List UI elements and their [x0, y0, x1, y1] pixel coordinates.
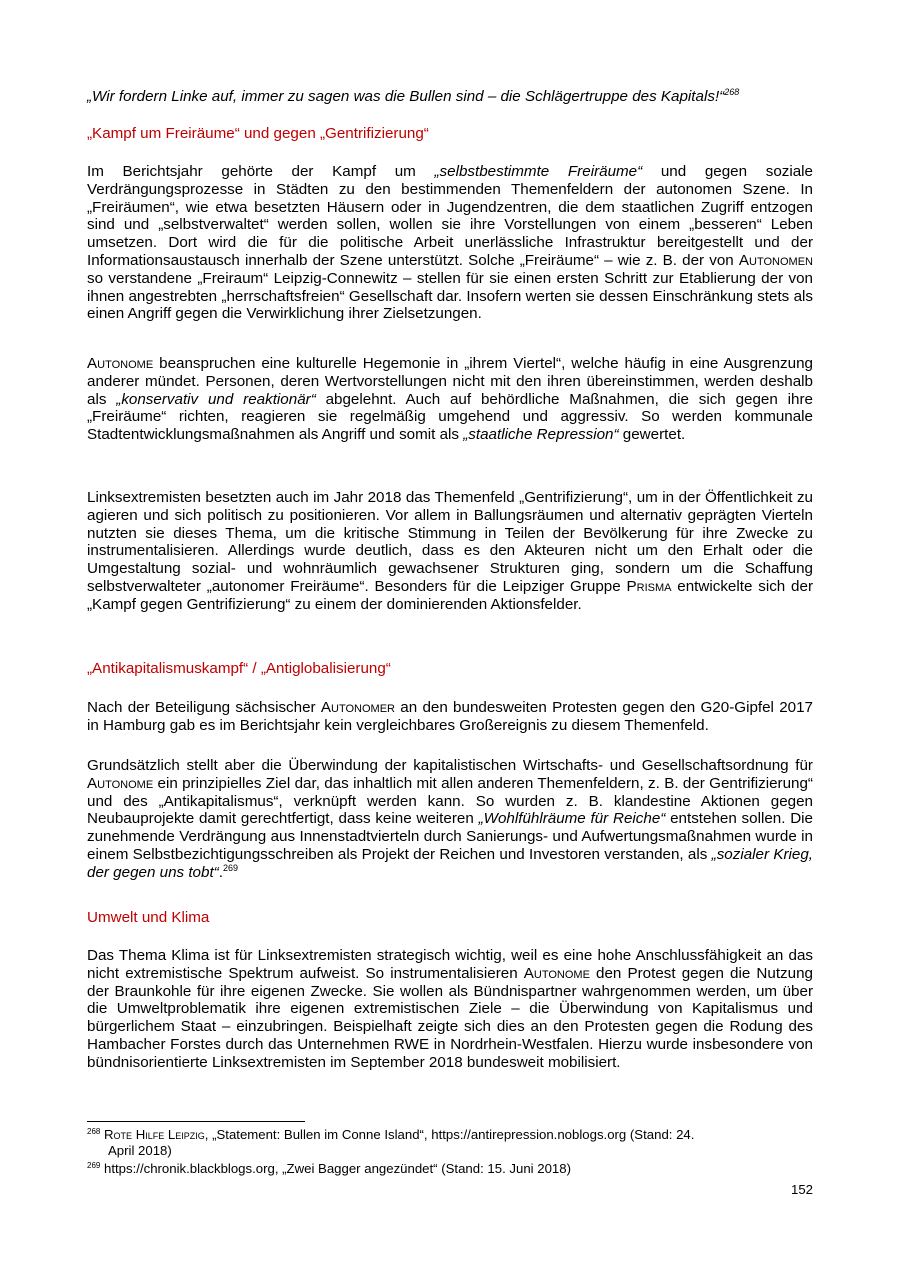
- footnote-divider: [87, 1121, 305, 1122]
- paragraph-freiraeume-1: Im Berichtsjahr gehörte der Kampf um „selbstbestimmte Freiräume“ und gegen soziale Verdrängungsprozesse in Städten zu den bestimmenden Themenfeldern der autonomen Szene. In „Freiräumen“, wie etwa besetzten Häusern oder in Jugendzentren, die dem staatlichen Zugriff entzogen sind und „selbstverwaltet“ werden sollen, wollen sie ihre Vorstellungen von einem „besseren“ Leben umsetzen. Dort wird die für die politische Arbeit unerlässliche Infrastruktur bereitgestellt und der Informationsaustausch innerhalb der Szene unterstützt. Solche „Freiräume“ – wie z. B. der von Autonomen so verstandene „Freiraum“ Leipzig-Connewitz – stellen für sie einen ersten Schritt zur Etablierung der von ihnen angestrebten „herrschaftsfreien“ Gesellschaft dar. Insofern werten sie dessen Einschränkung stets als einen Angriff gegen die Verwirklichung ihrer Zielsetzungen.: [87, 163, 813, 323]
- footnote-268: $^{268}$ Rote Hilfe Leipzig, „Statement: Bullen im Conne Island“, https://antirepression.noblogs.org (Stand: 24. April 2018): [87, 1127, 695, 1158]
- section-heading-freiraeume: „Kampf um Freiräume“ und gegen „Gentrifizierung“: [87, 125, 429, 142]
- footnote-ref-268[interactable]: 268: [724, 87, 740, 97]
- section-heading-umwelt: Umwelt und Klima: [87, 909, 210, 926]
- paragraph-freiraeume-2: Autonome beanspruchen eine kulturelle Hegemonie in „ihrem Viertel“, welche häufig in eine Ausgrenzung anderer mündet. Personen, deren Wertvorstellungen nicht mit den ihren übereinstimmen, werden deshalb als „konservativ und reaktionär“ abgelehnt. Auch auf behördliche Maßnahmen, die sich gegen ihre „Freiräume“ richten, reagieren sie regelmäßig umgehend und aggressiv. So werden kommunale Stadtentwicklungsmaßnahmen als Angriff und somit als „staatliche Repression“ gewertet.: [87, 355, 813, 444]
- section-heading-antikapitalismus: „Antikapitalismuskampf“ / „Antiglobalisierung“: [87, 660, 391, 677]
- footnote-ref-269[interactable]: 269: [222, 862, 238, 873]
- paragraph-gentrifizierung: Linksextremisten besetzten auch im Jahr 2018 das Themenfeld „Gentrifizierung“, um in der Öffentlichkeit zu agieren und sich politisch zu positionieren. Vor allem in Ballungsräumen und alternativ geprägten Vierteln nutzten sie dieses Thema, um die kritische Stimmung in Teilen der Bevölkerung für ihre Zwecke zu instrumentalisieren. Allerdings wurde deutlich, dass es den Akteuren nicht um den Erhalt oder die Umgestaltung sozial- und wohnräumlich gewachsener Strukturen ging, sondern um die Schaffung selbstverwalteter „autonomer Freiräume“. Besonders für die Leipziger Gruppe Prisma entwickelte sich der „Kampf gegen Gentrifizierung“ zu einem der dominierenden Aktionsfelder.: [87, 489, 813, 613]
- paragraph-umwelt: Das Thema Klima ist für Linksextremisten strategisch wichtig, weil es eine hohe Anschlussfähigkeit an das nicht extremistische Spektrum aufweist. So instrumentalisieren Autonome den Protest gegen die Nutzung der Braunkohle für ihre eigenen Zwecke. Sie wollen als Bündnispartner wahrgenommen werden, um über die Umweltproblematik ihre eigenen extremistischen Ziele – die Überwindung von Kapitalismus und bürgerlichem Staat – einzubringen. Beispielhaft zeigte sich dies an den Protesten gegen die Rodung des Hambacher Forstes durch das Unternehmen RWE in Nordrhein-Westfalen. Hierzu wurde insbesondere von bündnisorientierte Linksextremisten im September 2018 bundesweit mobilisiert.: [87, 947, 813, 1071]
- paragraph-antikapitalismus-1: Nach der Beteiligung sächsischer Autonomer an den bundesweiten Protesten gegen den G20-Gipfel 2017 in Hamburg gab es im Berichtsjahr kein vergleichbares Großereignis zu diesem Themenfeld.: [87, 699, 813, 734]
- page-number: 152: [790, 1182, 813, 1197]
- opening-quote: „Wir fordern Linke auf, immer zu sagen was die Bullen sind – die Schlägertruppe des Kapitals!“$^{268}$: [87, 87, 740, 105]
- paragraph-antikapitalismus-2: Grundsätzlich stellt aber die Überwindung der kapitalistischen Wirtschafts- und Gesellschaftsordnung für Autonome ein prinzipielles Ziel dar, das inhaltlich mit allen anderen Themenfeldern, z. B. der Gentrifizierung“ und des „Antikapitalismus“, verknüpft werden kann. So wurden z. B. klandestine Aktionen gegen Neubauprojekte damit gerechtfertigt, dass keine weiteren „Wohlfühlräume für Reiche“ entstehen sollen. Die zunehmende Verdrängung aus Innenstadtvierteln durch Sanierungs- und Aufwertungsmaßnahmen wurde in einem Selbstbezichtigungsschreiben als Projekt der Reichen und Investoren verstanden, als „sozialer Krieg, der gegen uns tobt“.$^{269}$: [87, 757, 813, 881]
- footnote-269: $^{269}$ https://chronik.blackblogs.org, „Zwei Bagger angezündet“ (Stand: 15. Juni 2018): [87, 1161, 571, 1176]
